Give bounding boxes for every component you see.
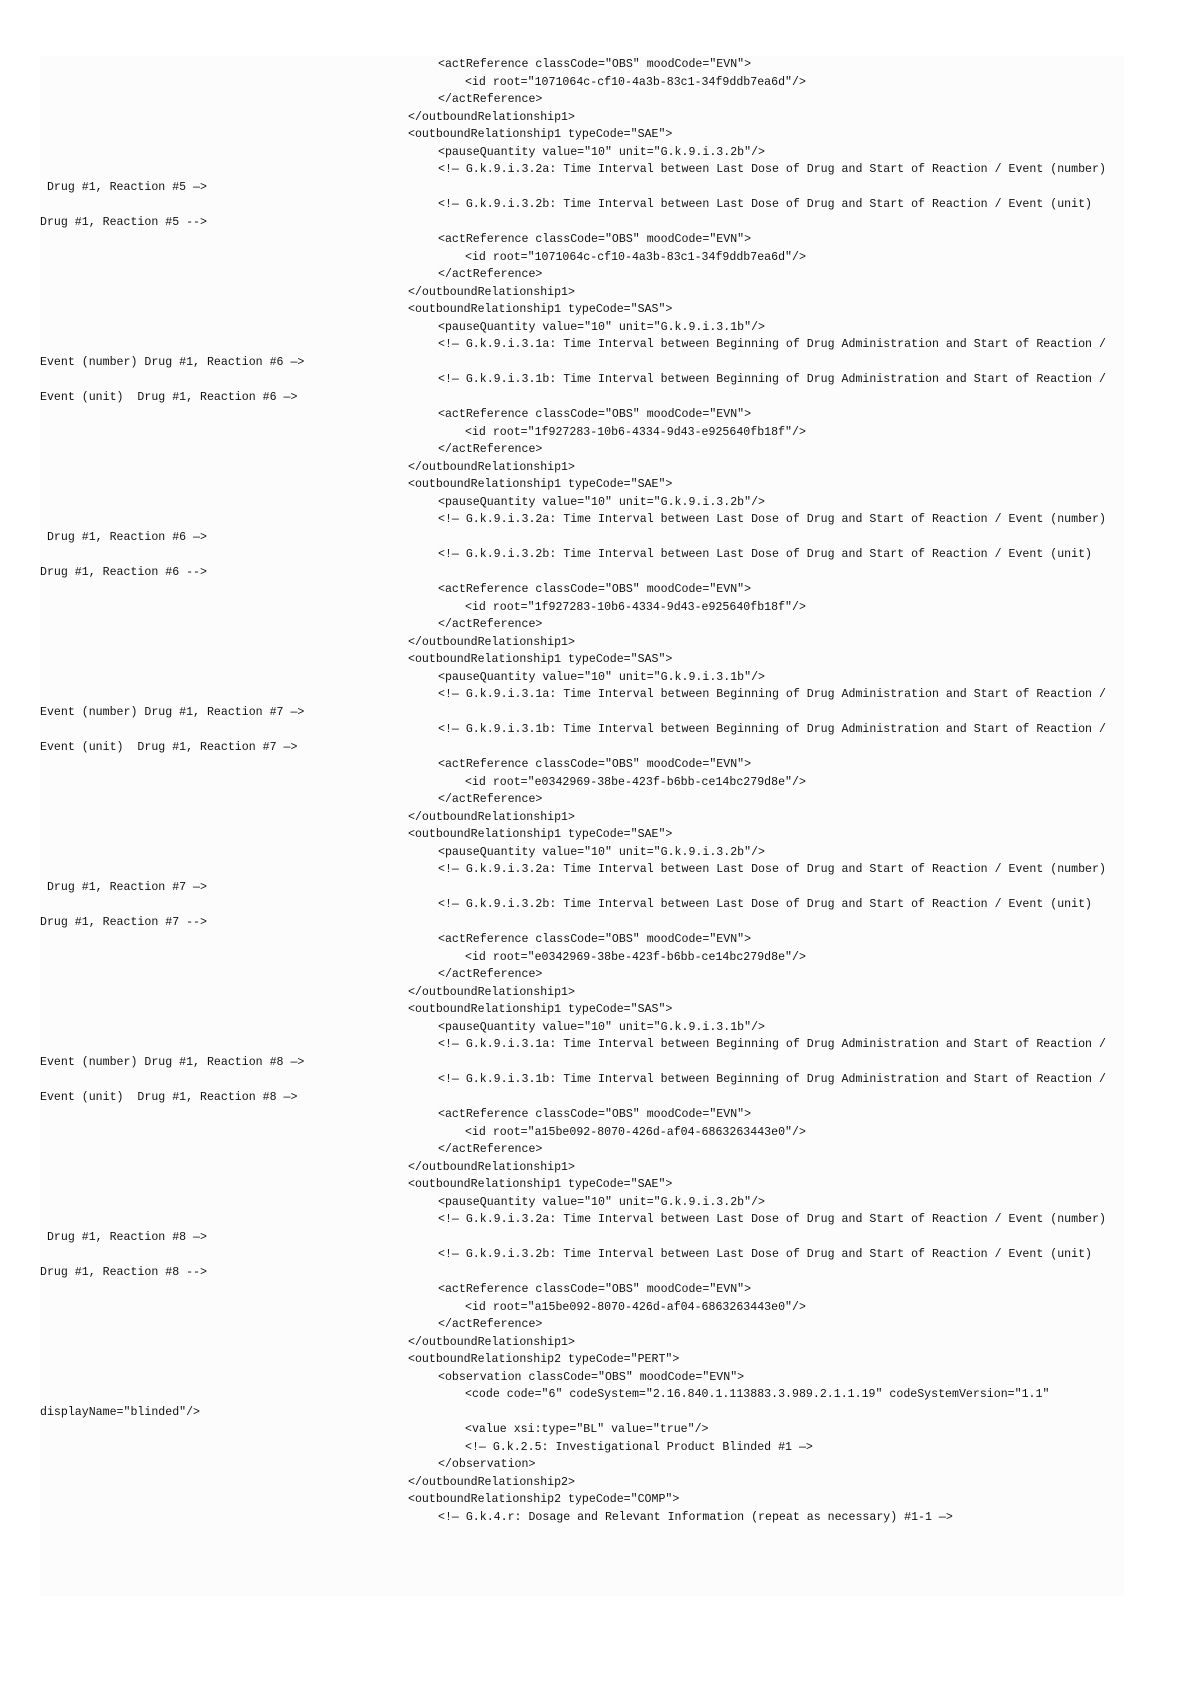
code-line: <actReference classCode="OBS" moodCode="EVN"> bbox=[438, 233, 752, 246]
code-line: <!— G.k.9.i.3.2b: Time Interval between Last Dose of Drug and Start of Reaction / Event (unit) bbox=[438, 198, 1092, 211]
code-line: </actReference> bbox=[438, 268, 543, 281]
code-line: </actReference> bbox=[438, 618, 543, 631]
code-line: <outboundRelationship1 typeCode="SAE"> bbox=[408, 128, 673, 141]
code-line: </outboundRelationship1> bbox=[408, 810, 575, 824]
code-line: <!— G.k.9.i.3.2a: Time Interval between Last Dose of Drug and Start of Reaction / Event (number) bbox=[438, 163, 1106, 176]
code-line: <id root="e0342969-38be-423f-b6bb-ce14bc279d8e"/> bbox=[465, 775, 806, 789]
code-line: <actReference classCode="OBS" moodCode="EVN"> bbox=[438, 408, 752, 421]
code-line: <!— G.k.9.i.3.2a: Time Interval between Last Dose of Drug and Start of Reaction / Event (number) bbox=[438, 1213, 1106, 1226]
code-line: <actReference classCode="OBS" moodCode="EVN"> bbox=[438, 58, 752, 71]
code-line: <outboundRelationship1 typeCode="SAE"> bbox=[408, 1178, 673, 1191]
wrapped-line-fragment: Event (unit) Drug #1, Reaction #7 —> bbox=[40, 740, 298, 754]
code-line: <pauseQuantity value="10" unit="G.k.9.i.3.2b"/> bbox=[438, 845, 765, 859]
code-line: <id root="a15be092-8070-426d-af04-6863263443e0"/> bbox=[465, 1125, 806, 1139]
code-line: <actReference classCode="OBS" moodCode="EVN"> bbox=[438, 583, 752, 596]
code-line: <!— G.k.9.i.3.2a: Time Interval between Last Dose of Drug and Start of Reaction / Event (number) bbox=[438, 513, 1106, 526]
code-line: </outboundRelationship2> bbox=[408, 1475, 575, 1489]
code-line: <!— G.k.9.i.3.1b: Time Interval between Beginning of Drug Administration and Start of Reaction / bbox=[438, 373, 1106, 386]
wrapped-line-fragment: Drug #1, Reaction #8 --> bbox=[40, 1265, 207, 1279]
code-line: <!— G.k.9.i.3.1a: Time Interval between Beginning of Drug Administration and Start of Reaction / bbox=[438, 688, 1106, 701]
wrapped-line-fragment: Event (number) Drug #1, Reaction #7 —> bbox=[40, 705, 305, 719]
code-line: </outboundRelationship1> bbox=[408, 110, 575, 124]
wrapped-line-fragment: Drug #1, Reaction #8 —> bbox=[40, 1230, 207, 1244]
code-line: <!— G.k.9.i.3.1b: Time Interval between Beginning of Drug Administration and Start of Reaction / bbox=[438, 723, 1106, 736]
code-line: <id root="1071064c-cf10-4a3b-83c1-34f9ddb7ea6d"/> bbox=[465, 250, 806, 264]
code-line: <pauseQuantity value="10" unit="G.k.9.i.3.1b"/> bbox=[438, 670, 765, 684]
code-line: <outboundRelationship2 typeCode="PERT"> bbox=[408, 1353, 680, 1366]
code-line: </actReference> bbox=[438, 793, 543, 806]
wrapped-line-fragment: Drug #1, Reaction #5 —> bbox=[40, 180, 207, 194]
code-line: </actReference> bbox=[438, 1318, 543, 1331]
code-line: <pauseQuantity value="10" unit="G.k.9.i.3.1b"/> bbox=[438, 1020, 765, 1034]
code-line: <value xsi:type="BL" value="true"/> bbox=[465, 1423, 709, 1436]
code-line: </outboundRelationship1> bbox=[408, 460, 575, 474]
code-line: <outboundRelationship1 typeCode="SAS"> bbox=[408, 1003, 673, 1016]
wrapped-line-fragment: displayName="blinded"/> bbox=[40, 1405, 201, 1419]
code-line: </actReference> bbox=[438, 93, 543, 106]
code-line: <outboundRelationship1 typeCode="SAS"> bbox=[408, 653, 673, 666]
code-line: </outboundRelationship1> bbox=[408, 985, 575, 999]
code-line: </outboundRelationship1> bbox=[408, 285, 575, 299]
code-line: <!— G.k.2.5: Investigational Product Blinded #1 —> bbox=[465, 1440, 813, 1454]
wrapped-line-fragment: Event (unit) Drug #1, Reaction #8 —> bbox=[40, 1090, 298, 1104]
wrapped-line-fragment: Drug #1, Reaction #7 —> bbox=[40, 880, 207, 894]
code-line: <id root="1071064c-cf10-4a3b-83c1-34f9ddb7ea6d"/> bbox=[465, 75, 806, 89]
code-line: <id root="a15be092-8070-426d-af04-6863263443e0"/> bbox=[465, 1300, 806, 1314]
code-line: <!— G.k.4.r: Dosage and Relevant Information (repeat as necessary) #1-1 —> bbox=[438, 1510, 953, 1524]
code-line: <!— G.k.9.i.3.1b: Time Interval between Beginning of Drug Administration and Start of Reaction / bbox=[438, 1073, 1106, 1086]
code-line: </actReference> bbox=[438, 443, 543, 456]
code-line: <id root="1f927283-10b6-4334-9d43-e925640fb18f"/> bbox=[465, 600, 806, 614]
code-line: <!— G.k.9.i.3.2b: Time Interval between Last Dose of Drug and Start of Reaction / Event (unit) bbox=[438, 548, 1092, 561]
code-line: <!— G.k.9.i.3.1a: Time Interval between Beginning of Drug Administration and Start of Reaction / bbox=[438, 338, 1106, 351]
code-line: <actReference classCode="OBS" moodCode="EVN"> bbox=[438, 1283, 752, 1296]
code-line: <pauseQuantity value="10" unit="G.k.9.i.3.2b"/> bbox=[438, 1195, 765, 1209]
code-line: <id root="1f927283-10b6-4334-9d43-e925640fb18f"/> bbox=[465, 425, 806, 439]
code-line: <outboundRelationship1 typeCode="SAS"> bbox=[408, 303, 673, 316]
code-line: <actReference classCode="OBS" moodCode="EVN"> bbox=[438, 758, 752, 771]
code-line: </observation> bbox=[438, 1458, 536, 1471]
wrapped-line-fragment: Drug #1, Reaction #7 --> bbox=[40, 915, 207, 929]
wrapped-line-fragment: Drug #1, Reaction #5 --> bbox=[40, 215, 207, 229]
code-line: <observation classCode="OBS" moodCode="EVN"> bbox=[438, 1370, 745, 1384]
code-line: </outboundRelationship1> bbox=[408, 635, 575, 649]
wrapped-line-fragment: Event (unit) Drug #1, Reaction #6 —> bbox=[40, 390, 298, 404]
code-line: <pauseQuantity value="10" unit="G.k.9.i.3.2b"/> bbox=[438, 495, 765, 509]
code-line: <id root="e0342969-38be-423f-b6bb-ce14bc279d8e"/> bbox=[465, 950, 806, 964]
code-line: <!— G.k.9.i.3.2b: Time Interval between Last Dose of Drug and Start of Reaction / Event (unit) bbox=[438, 898, 1092, 911]
code-line: </actReference> bbox=[438, 1143, 543, 1156]
code-line: <!— G.k.9.i.3.1a: Time Interval between Beginning of Drug Administration and Start of Reaction / bbox=[438, 1038, 1106, 1051]
code-line: <actReference classCode="OBS" moodCode="EVN"> bbox=[438, 1108, 752, 1121]
wrapped-line-fragment: Event (number) Drug #1, Reaction #6 —> bbox=[40, 355, 305, 369]
wrapped-line-fragment: Drug #1, Reaction #6 —> bbox=[40, 530, 207, 544]
code-line: <outboundRelationship1 typeCode="SAE"> bbox=[408, 828, 673, 841]
code-line: <outboundRelationship1 typeCode="SAE"> bbox=[408, 478, 673, 491]
code-line: <!— G.k.9.i.3.2b: Time Interval between Last Dose of Drug and Start of Reaction / Event (unit) bbox=[438, 1248, 1092, 1261]
code-line: </actReference> bbox=[438, 968, 543, 981]
code-line: </outboundRelationship1> bbox=[408, 1160, 575, 1174]
code-line: </outboundRelationship1> bbox=[408, 1335, 575, 1349]
wrapped-line-fragment: Drug #1, Reaction #6 --> bbox=[40, 565, 207, 579]
wrapped-line-fragment: Event (number) Drug #1, Reaction #8 —> bbox=[40, 1055, 305, 1069]
code-line: <code code="6" codeSystem="2.16.840.1.113883.3.989.2.1.1.19" codeSystemVersion="1.1" bbox=[465, 1388, 1050, 1401]
code-line: <outboundRelationship2 typeCode="COMP"> bbox=[408, 1493, 680, 1506]
code-line: <!— G.k.9.i.3.2a: Time Interval between Last Dose of Drug and Start of Reaction / Event (number) bbox=[438, 863, 1106, 876]
code-line: <pauseQuantity value="10" unit="G.k.9.i.3.2b"/> bbox=[438, 145, 765, 159]
document-page bbox=[40, 56, 1124, 1596]
code-line: <actReference classCode="OBS" moodCode="EVN"> bbox=[438, 933, 752, 946]
code-line: <pauseQuantity value="10" unit="G.k.9.i.3.1b"/> bbox=[438, 320, 765, 334]
